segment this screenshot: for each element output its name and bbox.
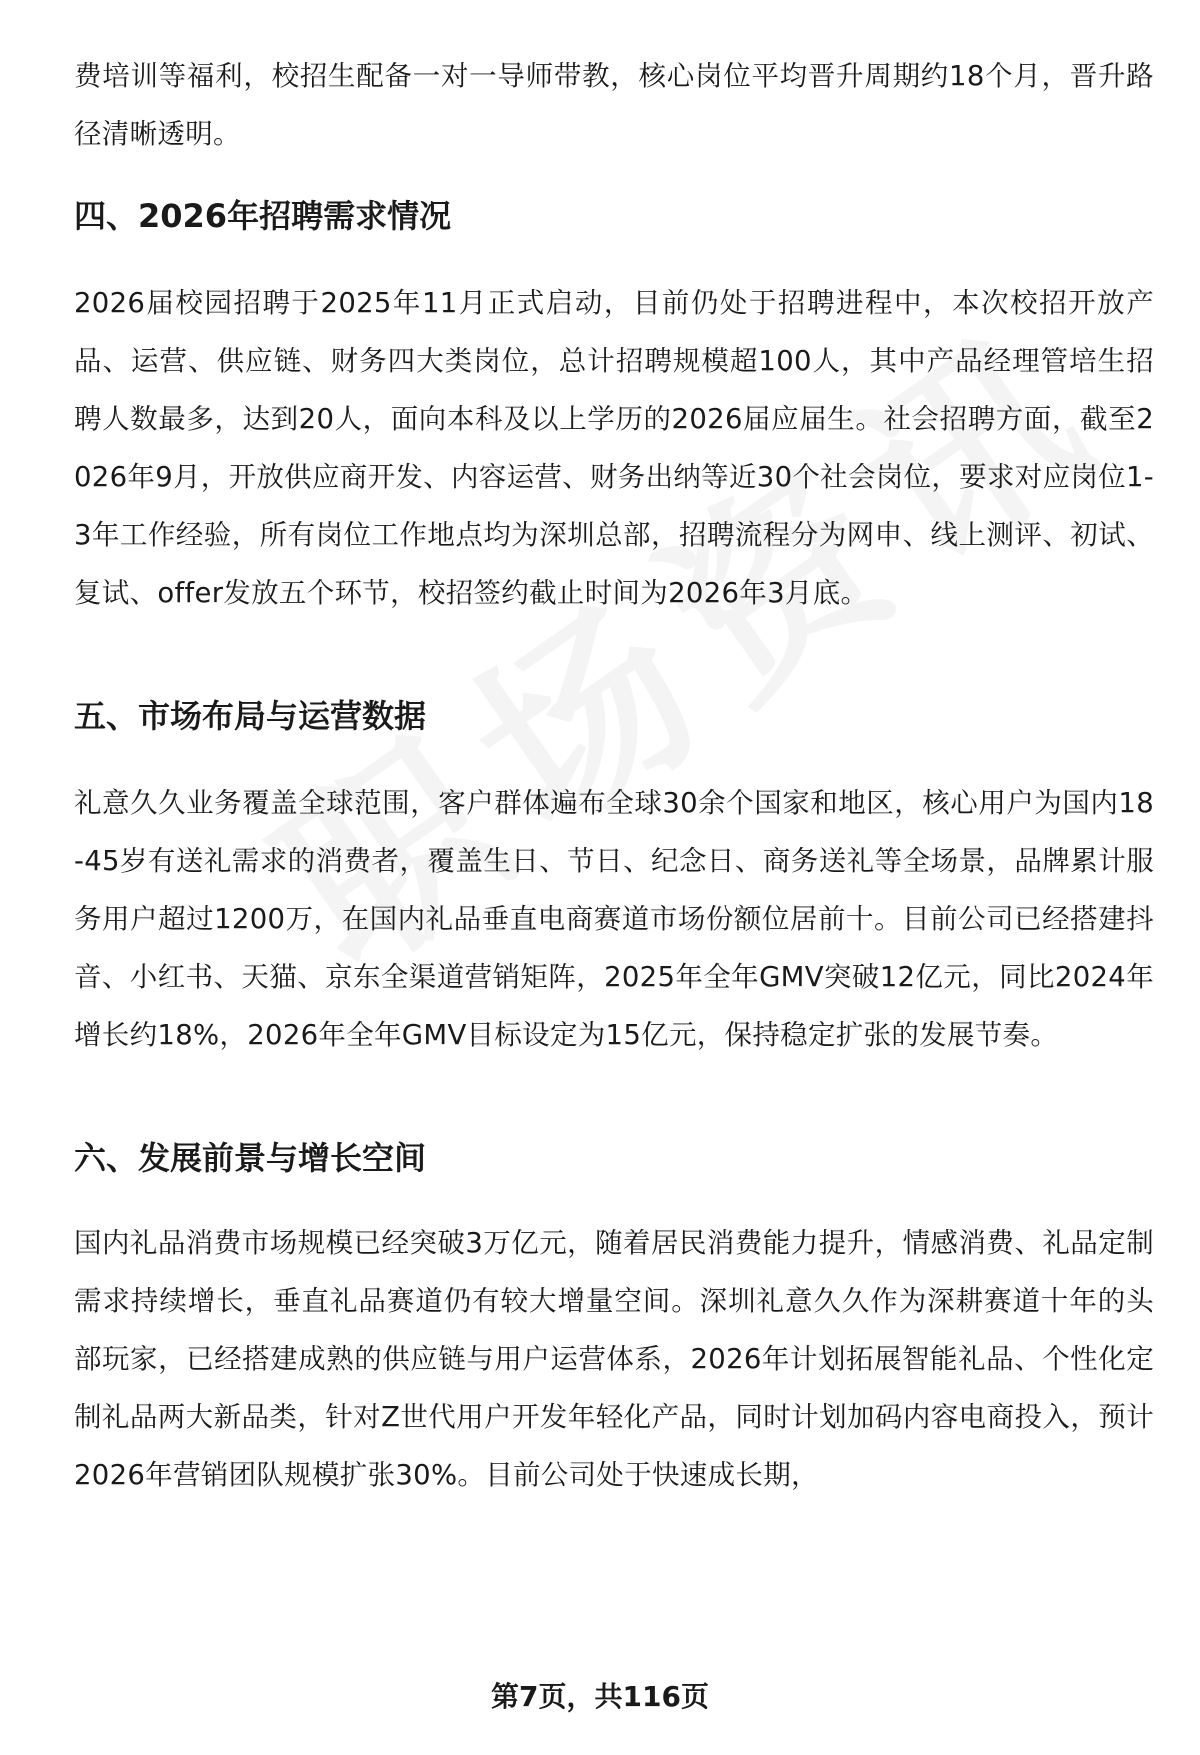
- section-heading-recruitment: 四、2026年招聘需求情况: [74, 197, 452, 235]
- section-heading-outlook: 六、发展前景与增长空间: [74, 1139, 427, 1177]
- page-number-footer: 第7页，共116页: [491, 1680, 709, 1713]
- section-heading-market: 五、市场布局与运营数据: [74, 697, 427, 735]
- section-body-market: 礼意久久业务覆盖全球范围，客户群体遍布全球30余个国家和地区，核心用户为国内18-45岁有送礼需求的消费者，覆盖生日、节日、纪念日、商务送礼等全场景，品牌累计服务用户超过1200万，在国内礼品垂直电商赛道市场份额位居前十。目前公司已经搭建抖音、小红书、天猫、京东全渠道营销矩阵，2025年全年GMV突破12亿元，同比2024年增长约18%，2026年全年GMV目标设定为15亿元，保持稳定扩张的发展节奏。: [74, 787, 1154, 1051]
- section-body-recruitment: 2026届校园招聘于2025年11月正式启动，目前仍处于招聘进程中，本次校招开放产品、运营、供应链、财务四大类岗位，总计招聘规模超100人，其中产品经理管培生招聘人数最多，达到20人，面向本科及以上学历的2026届应届生。社会招聘方面，截至2026年9月，开放供应商开发、内容运营、财务出纳等近30个社会岗位，要求对应岗位1-3年工作经验，所有岗位工作地点均为深圳总部，招聘流程分为网申、线上测评、初试、复试、offer发放五个环节，校招签约截止时间为2026年3月底。: [74, 287, 1154, 609]
- intro-paragraph: 费培训等福利，校招生配备一对一导师带教，核心岗位平均晋升周期约18个月，晋升路径清晰透明。: [74, 60, 1154, 150]
- section-body-outlook: 国内礼品消费市场规模已经突破3万亿元，随着居民消费能力提升，情感消费、礼品定制需求持续增长，垂直礼品赛道仍有较大增量空间。深圳礼意久久作为深耕赛道十年的头部玩家，已经搭建成熟的供应链与用户运营体系，2026年计划拓展智能礼品、个性化定制礼品两大新品类，针对Z世代用户开发年轻化产品，同时计划加码内容电商投入，预计2026年营销团队规模扩张30%。目前公司处于快速成长期，: [74, 1227, 1154, 1491]
